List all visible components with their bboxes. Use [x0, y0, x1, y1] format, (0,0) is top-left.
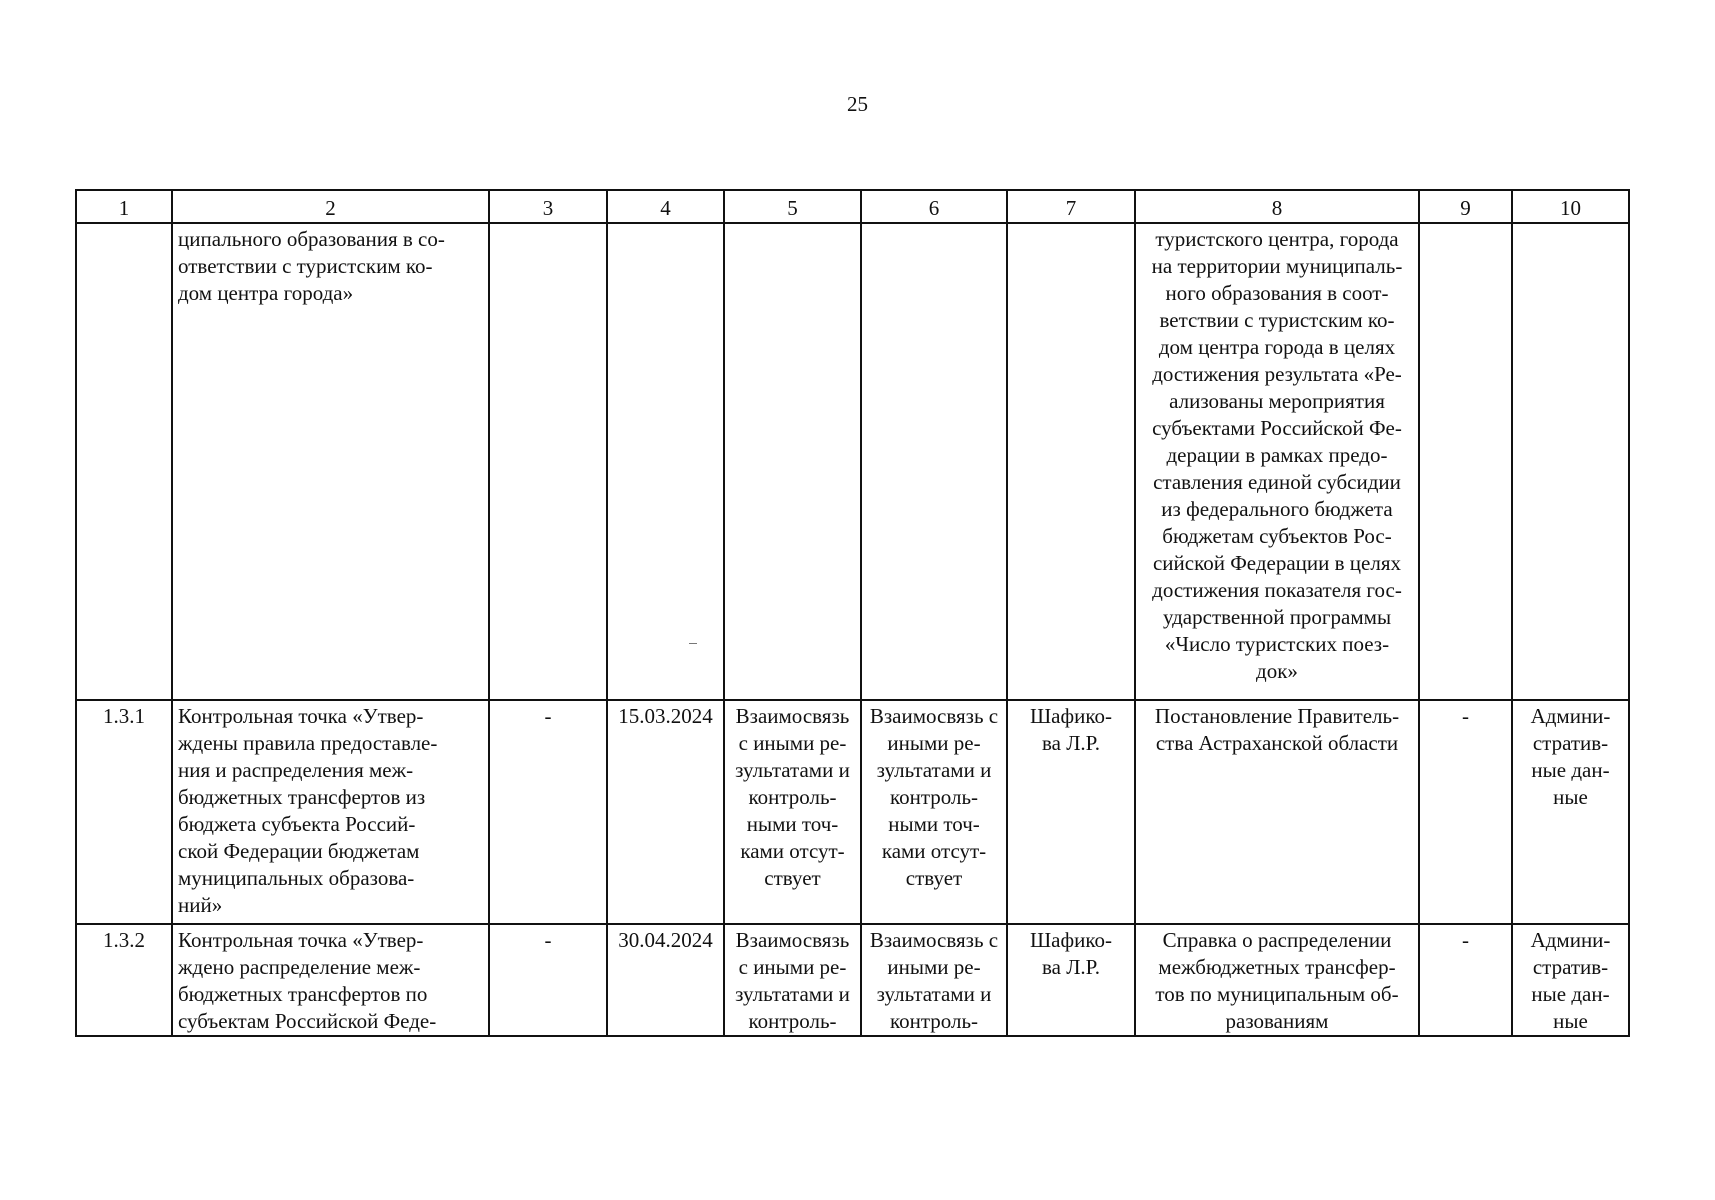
table-row: [76, 924, 1629, 1036]
stray-mark: [689, 643, 697, 644]
document-cell: туристского центра, города на территории муниципаль- ного образования в соот- ветствии с туристским ко- дом центра города в целях достижения результата «Ре- ализованы мероприятия субъектами Российской Фе- дерации в рамках предо- ставления единой субсидии из федерального бюджета бюджетам субъектов Рос- сийской Федерации в целях достижения показателя гос- ударственной программы «Число туристских поез- док»: [1135, 223, 1419, 700]
header-row: [76, 190, 1629, 223]
col-header-1: 1: [76, 190, 172, 223]
col-header-2: 2: [172, 190, 489, 223]
title-cell: ципального образования в со- ответствии с туристским ко- дом центра города»: [172, 223, 489, 700]
table-cell: [1512, 223, 1629, 700]
table-row: [76, 700, 1629, 924]
date-cell: 30.04.2024: [607, 924, 724, 1036]
relation-cell: Взаимосвязь с иными ре- зультатами и контроль-: [724, 924, 861, 1036]
responsible-cell: [1007, 223, 1135, 700]
plan-table: [75, 189, 1630, 1037]
row-number-cell: 1.3.2: [76, 924, 172, 1036]
page-number: 25: [847, 92, 868, 116]
document-cell: Постановление Правитель- ства Астраханской области: [1135, 700, 1419, 924]
relation-cell: Взаимосвязь с иными ре- зультатами и контроль-: [861, 924, 1007, 1036]
col-header-4: 4: [607, 190, 724, 223]
table-row: [76, 223, 1629, 700]
table-cell: -: [489, 700, 607, 924]
responsible-cell: Шафико- ва Л.Р.: [1007, 924, 1135, 1036]
col-header-9: 9: [1419, 190, 1512, 223]
col-header-6: 6: [861, 190, 1007, 223]
title-cell: Контрольная точка «Утвер- ждено распределение меж- бюджетных трансфертов по субъектам Российской Феде-: [172, 924, 489, 1036]
document-cell: Справка о распределении межбюджетных трансфер- тов по муниципальным об- разованиям: [1135, 924, 1419, 1036]
col-header-10: 10: [1512, 190, 1629, 223]
title-cell: Контрольная точка «Утвер- ждены правила предоставле- ния и распределения меж- бюджетных трансфертов из бюджета субъекта Россий- ской Федерации бюджетам муниципальных образова- ний»: [172, 700, 489, 924]
table-cell: -: [1419, 700, 1512, 924]
responsible-cell: Шафико- ва Л.Р.: [1007, 700, 1135, 924]
source-cell: Админи- стратив- ные дан- ные: [1512, 924, 1629, 1036]
date-cell: 15.03.2024: [607, 700, 724, 924]
date-cell: [607, 223, 724, 700]
table-cell: [861, 223, 1007, 700]
col-header-5: 5: [724, 190, 861, 223]
relation-cell: Взаимосвязь с иными ре- зультатами и контроль- ными точ- ками отсут- ствует: [724, 700, 861, 924]
table-cell: -: [489, 924, 607, 1036]
row-number-cell: [76, 223, 172, 700]
row-number-cell: 1.3.1: [76, 700, 172, 924]
source-cell: Админи- стратив- ные дан- ные: [1512, 700, 1629, 924]
relation-cell: Взаимосвязь с иными ре- зультатами и контроль- ными точ- ками отсут- ствует: [861, 700, 1007, 924]
table-cell: [489, 223, 607, 700]
col-header-7: 7: [1007, 190, 1135, 223]
table-cell: [1419, 223, 1512, 700]
table-cell: -: [1419, 924, 1512, 1036]
table-cell: [724, 223, 861, 700]
col-header-8: 8: [1135, 190, 1419, 223]
col-header-3: 3: [489, 190, 607, 223]
